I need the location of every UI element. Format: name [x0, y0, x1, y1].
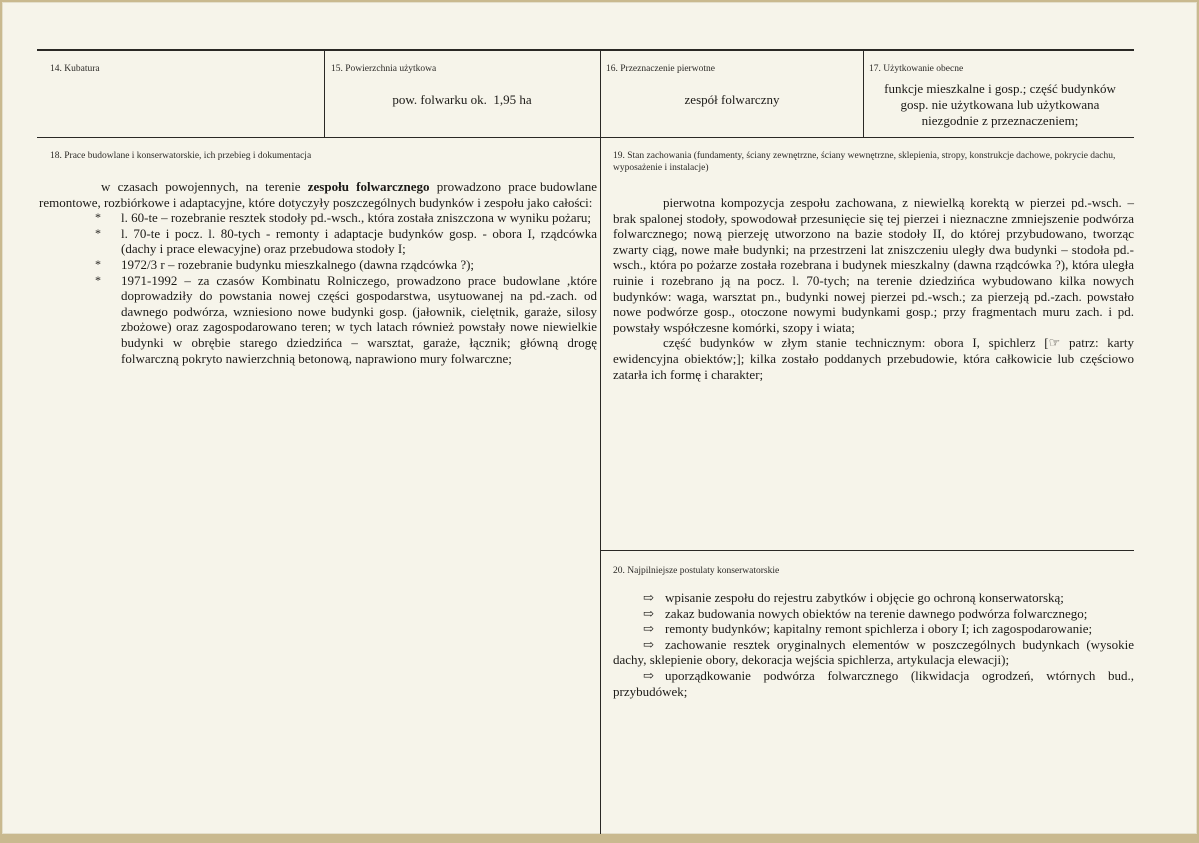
row1-divider-2: [600, 50, 601, 138]
row1-bottom-rule: [37, 137, 1134, 138]
list-item-text: remonty budynków; kapitalny remont spichlerza i obory I; ich zagospodarowanie;: [665, 621, 1093, 637]
list-item-text: zachowanie resztek oryginalnych elementów w poszczególnych budynkach (wysokie dachy, sklepienie obory, dekoracja wejścia spichlerza, artykulacja elewacji);: [613, 636, 1134, 668]
arrow-right-icon: ⇨: [643, 590, 654, 605]
list-item: [95, 256, 597, 273]
postulaty-list: [613, 590, 1134, 699]
prace-list: [39, 210, 597, 366]
row1-divider-3: [863, 50, 864, 138]
top-rule: [37, 49, 1134, 51]
list-item: [613, 668, 1134, 699]
powierzchnia-value: pow. folwarku ok. 1,95 ha: [392, 92, 532, 107]
stan-paragraph-1: pierwotna kompozycja zespołu zachowana, z niewielką korektą w pierzei pd.-wsch. – brak spalonej stodoły, spowodował przesunięcie się tej pierzei i nieznaczne zmniejszenie podwórza folwarcznego; nową pierzeję utworzono na bazie stodoły II, do której przybudowano, tworząc zwarty ciąg, nowe małe budynki; na przestrzeni lat zniszczeniu uległy dwa budynki – stodoła pd.-wsch., która po pożarze została rozebrana i budynek mieszkalny (dawna rządcówka ?), która uległa ruinie i rozebrano ją na pocz. l. 70-tych; na terenie dziedzińca wybudowano kilka nowych budynków: waga, warsztat pn., budynki nowej pierzei pd.-wsch.; za pierzeją pd.-zach. powstało nowe podwórze gosp., otoczone nowymi budynkami gosp.; przy fragmentach muru zach. i pd. powstały współczesne komórki, szopy i wiata;: [613, 195, 1134, 335]
bullet-icon: *: [95, 210, 101, 225]
uzytkowanie-value: funkcje mieszkalne i gosp.; część budynków gosp. nie użytkowana lub użytkowana niezgodnie z przeznaczeniem;: [884, 81, 1116, 128]
bullet-icon: *: [95, 225, 101, 240]
postulaty-label: 20. Najpilniejsze postulaty konserwatorskie: [613, 566, 780, 576]
bullet-icon: *: [95, 256, 101, 271]
postulaty-content: [613, 590, 1134, 699]
arrow-right-icon: ⇨: [643, 605, 654, 621]
arrow-right-icon: ⇨: [643, 667, 654, 683]
list-item-text: 1971-1992 – za czasów Kombinatu Rolniczego, prowadzono prace budowlane ,które doprowadziły do powstania nowej części gospodarstwa, usytuowanej na pd.-zach. od dawnego podwórza, wzniesiono nowe budynki gosp. (jałownik, cielętnik, garaże, silosy zbożowe) oraz zagospodarowano teren; w tych latach również powstały nowe niewielkie budynki w obrębie starego dziedzińca – warsztat, garaże, łącznik; główną drogę folwarczną pokryto nawierzchnią betonową, naprawiono mury folwarczne;: [121, 272, 597, 366]
list-item-text: l. 60-te – rozebranie resztek stodoły pd.-wsch., która została zniszczona w wyniku pożaru;: [121, 210, 592, 226]
przeznaczenie-value: zespół folwarczny: [684, 92, 780, 107]
list-item: [613, 621, 1134, 637]
prace-content: [39, 179, 601, 366]
stan-content: [613, 195, 1134, 382]
bullet-icon: *: [95, 272, 101, 287]
list-item-text: wpisanie zespołu do rejestru zabytków i objęcie go ochroną konserwatorską;: [665, 590, 1064, 605]
powierzchnia-label: 15. Powierzchnia użytkowa: [331, 64, 437, 74]
prace-intro-bold: zespołu folwarcznego: [307, 179, 430, 194]
stan-label: 19. Stan zachowania (fundamenty, ściany zewnętrzne, ściany wewnętrzne, sklepienia, stropy, konstrukcje dachowe, pokrycie dachu, wyposażenie i instalacje): [613, 151, 1116, 173]
list-item-text: 1972/3 r – rozebranie budynku mieszkalnego (dawna rządcówka ?);: [121, 256, 475, 272]
arrow-right-icon: ⇨: [643, 621, 654, 637]
list-item: [95, 225, 597, 257]
prace-intro: [39, 179, 601, 210]
list-item: [613, 590, 1134, 606]
prace-label: 18. Prace budowlane i konserwatorskie, ich przebieg i dokumentacja: [50, 151, 312, 161]
list-item-text: uporządkowanie podwórza folwarcznego (likwidacja ogrodzeń, wtórnych bud., przybudówek;: [613, 667, 1134, 699]
przeznaczenie-label: 16. Przeznaczenie pierwotne: [606, 64, 715, 74]
stan-paragraph-2: część budynków w złym stanie technicznym: obora I, spichlerz [☞ patrz: karty ewidencyjna obiektów;]; kilka zostało poddanych przebudowie, która całkowicie lub częściowo zatarła ich formę i charakter;: [613, 335, 1134, 382]
arrow-right-icon: ⇨: [643, 636, 654, 652]
main-column-divider: [600, 138, 601, 834]
list-item: [613, 637, 1134, 668]
list-item-text: l. 70-te i pocz. l. 80-tych - remonty i adaptacje budynków gosp. - obora I, rządcówka (dachy i prace elewacyjne) oraz przebudowa stodoły I;: [121, 225, 597, 257]
row1-divider-1: [324, 50, 325, 138]
list-item: [613, 606, 1134, 622]
list-item-text: zakaz budowania nowych obiektów na terenie dawnego podwórza folwarcznego;: [665, 605, 1088, 621]
form-sheet: [2, 2, 1197, 834]
uzytkowanie-label: 17. Użytkowanie obecne: [869, 64, 964, 74]
list-item: [95, 210, 597, 226]
list-item: [95, 272, 597, 367]
prace-intro-end: prowadzono prace budowlane remontowe, rozbiórkowe i adaptacyjne, które dotyczyły poszczególnych budynków i zespołu jako całości:: [39, 179, 601, 210]
prace-intro-start: w czasach powojennych, na terenie: [101, 179, 308, 194]
section20-top-rule: [600, 550, 1134, 551]
kubatura-label: 14. Kubatura: [50, 64, 100, 74]
